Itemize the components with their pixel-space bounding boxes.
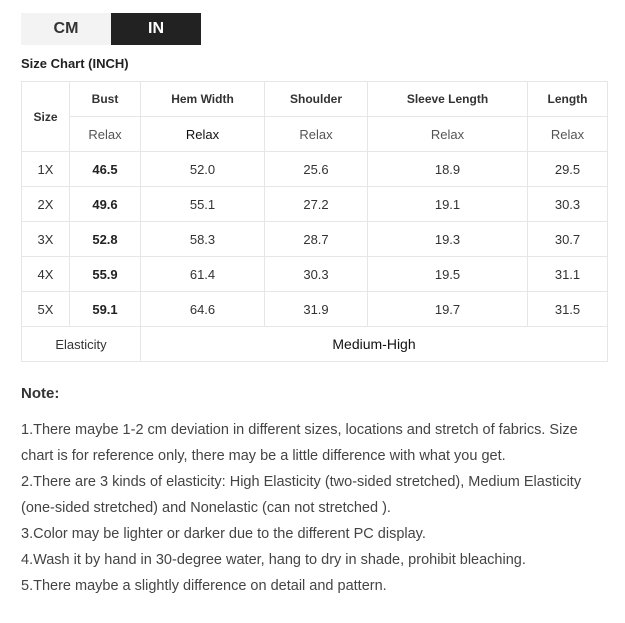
elasticity-value: Medium-High [141, 327, 608, 362]
fit-label: Relax [265, 117, 368, 152]
elasticity-row [22, 327, 608, 362]
table-cell: 55.9 [70, 257, 141, 292]
tab-cm[interactable]: CM [21, 13, 111, 45]
fit-label: Relax [368, 117, 528, 152]
table-cell: 31.1 [528, 257, 608, 292]
table-row [22, 152, 608, 187]
table-cell: 19.1 [368, 187, 528, 222]
table-cell: 19.5 [368, 257, 528, 292]
note-item: 3.Color may be lighter or darker due to the different PC display. [21, 526, 426, 542]
table-cell: 30.3 [528, 187, 608, 222]
size-cell: 2X [22, 187, 70, 222]
table-cell: 31.9 [265, 292, 368, 327]
column-header-sleeve-length: Sleeve Length [368, 82, 528, 117]
table-cell: 25.6 [265, 152, 368, 187]
table-cell: 27.2 [265, 187, 368, 222]
fit-label: Relax [141, 117, 265, 152]
table-cell: 58.3 [141, 222, 265, 257]
table-cell: 18.9 [368, 152, 528, 187]
unit-tabs [21, 13, 201, 45]
table-cell: 59.1 [70, 292, 141, 327]
table-cell: 52.0 [141, 152, 265, 187]
size-cell: 3X [22, 222, 70, 257]
table-cell: 52.8 [70, 222, 141, 257]
table-cell: 49.6 [70, 187, 141, 222]
column-header-hem-width: Hem Width [141, 82, 265, 117]
table-cell: 46.5 [70, 152, 141, 187]
note-item: 5.There maybe a slightly difference on detail and pattern. [21, 578, 387, 594]
table-row [22, 187, 608, 222]
fit-label: Relax [528, 117, 608, 152]
note-list [21, 417, 596, 599]
tab-in[interactable]: IN [111, 13, 201, 45]
table-cell: 29.5 [528, 152, 608, 187]
table-header-row [22, 82, 608, 117]
table-cell: 61.4 [141, 257, 265, 292]
size-header: Size [22, 82, 70, 152]
note-item: 1.There maybe 1-2 cm deviation in different sizes, locations and stretch of fabrics. Size chart is for reference only, there may be a little difference with what you get. [21, 422, 578, 464]
table-cell: 30.7 [528, 222, 608, 257]
size-cell: 1X [22, 152, 70, 187]
size-chart-title: Size Chart (INCH) [21, 56, 129, 71]
size-cell: 4X [22, 257, 70, 292]
table-cell: 30.3 [265, 257, 368, 292]
size-chart-table [21, 81, 608, 362]
table-cell: 31.5 [528, 292, 608, 327]
table-cell: 64.6 [141, 292, 265, 327]
note-item: 4.Wash it by hand in 30-degree water, hang to dry in shade, prohibit bleaching. [21, 552, 526, 568]
size-cell: 5X [22, 292, 70, 327]
table-cell: 28.7 [265, 222, 368, 257]
table-row [22, 222, 608, 257]
fit-label: Relax [70, 117, 141, 152]
table-cell: 55.1 [141, 187, 265, 222]
elasticity-label: Elasticity [22, 327, 141, 362]
table-cell: 19.7 [368, 292, 528, 327]
column-header-bust: Bust [70, 82, 141, 117]
column-header-shoulder: Shoulder [265, 82, 368, 117]
note-heading: Note: [21, 385, 60, 402]
table-row [22, 292, 608, 327]
table-cell: 19.3 [368, 222, 528, 257]
table-row [22, 257, 608, 292]
note-item: 2.There are 3 kinds of elasticity: High Elasticity (two-sided stretched), Medium Elasticity (one-sided stretched) and Nonelastic (can not stretched ). [21, 474, 582, 516]
fit-row [22, 117, 608, 152]
column-header-length: Length [528, 82, 608, 117]
